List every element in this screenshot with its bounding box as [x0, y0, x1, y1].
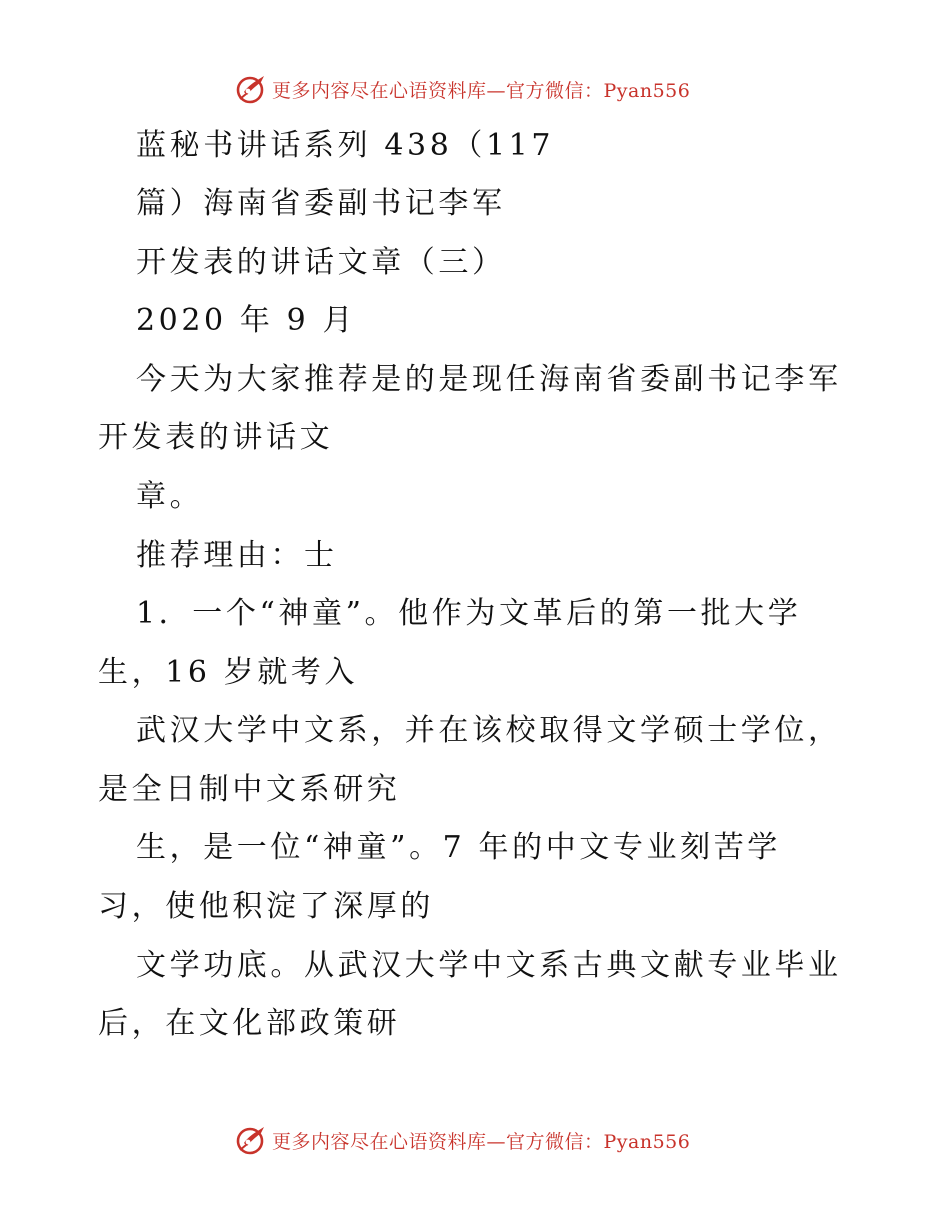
- text-line: 推荐理由：士: [136, 538, 338, 573]
- text-line: 蓝秘书讲话系列 438（117: [136, 128, 555, 163]
- text-line: 开发表的讲话文章（三）: [136, 245, 506, 280]
- text-line: 生，16 岁就考入: [98, 655, 359, 690]
- text-line: 篇）海南省委副书记李军: [136, 186, 506, 221]
- text-line: 后，在文化部政策研: [98, 1006, 401, 1041]
- watermark-footer: [234, 1123, 690, 1157]
- text-line: 习，使他积淀了深厚的: [98, 889, 434, 924]
- pen-nib-circle-icon: [234, 1123, 268, 1157]
- text-line: 生，是一位“神童”。7 年的中文专业刻苦学: [136, 830, 781, 865]
- text-line: 开发表的讲话文: [98, 420, 334, 455]
- text-line: 是全日制中文系研究: [98, 772, 401, 807]
- text-line: 今天为大家推荐是的是现任海南省委副书记李军: [136, 362, 842, 397]
- text-line: 1．一个“神童”。他作为文革后的第一批大学: [136, 596, 802, 631]
- watermark-text: 更多内容尽在心语资料库—官方微信：Pyan556: [272, 1130, 691, 1153]
- text-line: 武汉大学中文系，并在该校取得文学硕士学位，: [136, 713, 842, 748]
- text-line: 2020 年 9 月: [136, 303, 357, 338]
- text-line: 文学功底。从武汉大学中文系古典文献专业毕业: [136, 948, 842, 983]
- text-line: 章。: [136, 479, 204, 514]
- watermark-text: 更多内容尽在心语资料库—官方微信：Pyan556: [272, 79, 691, 102]
